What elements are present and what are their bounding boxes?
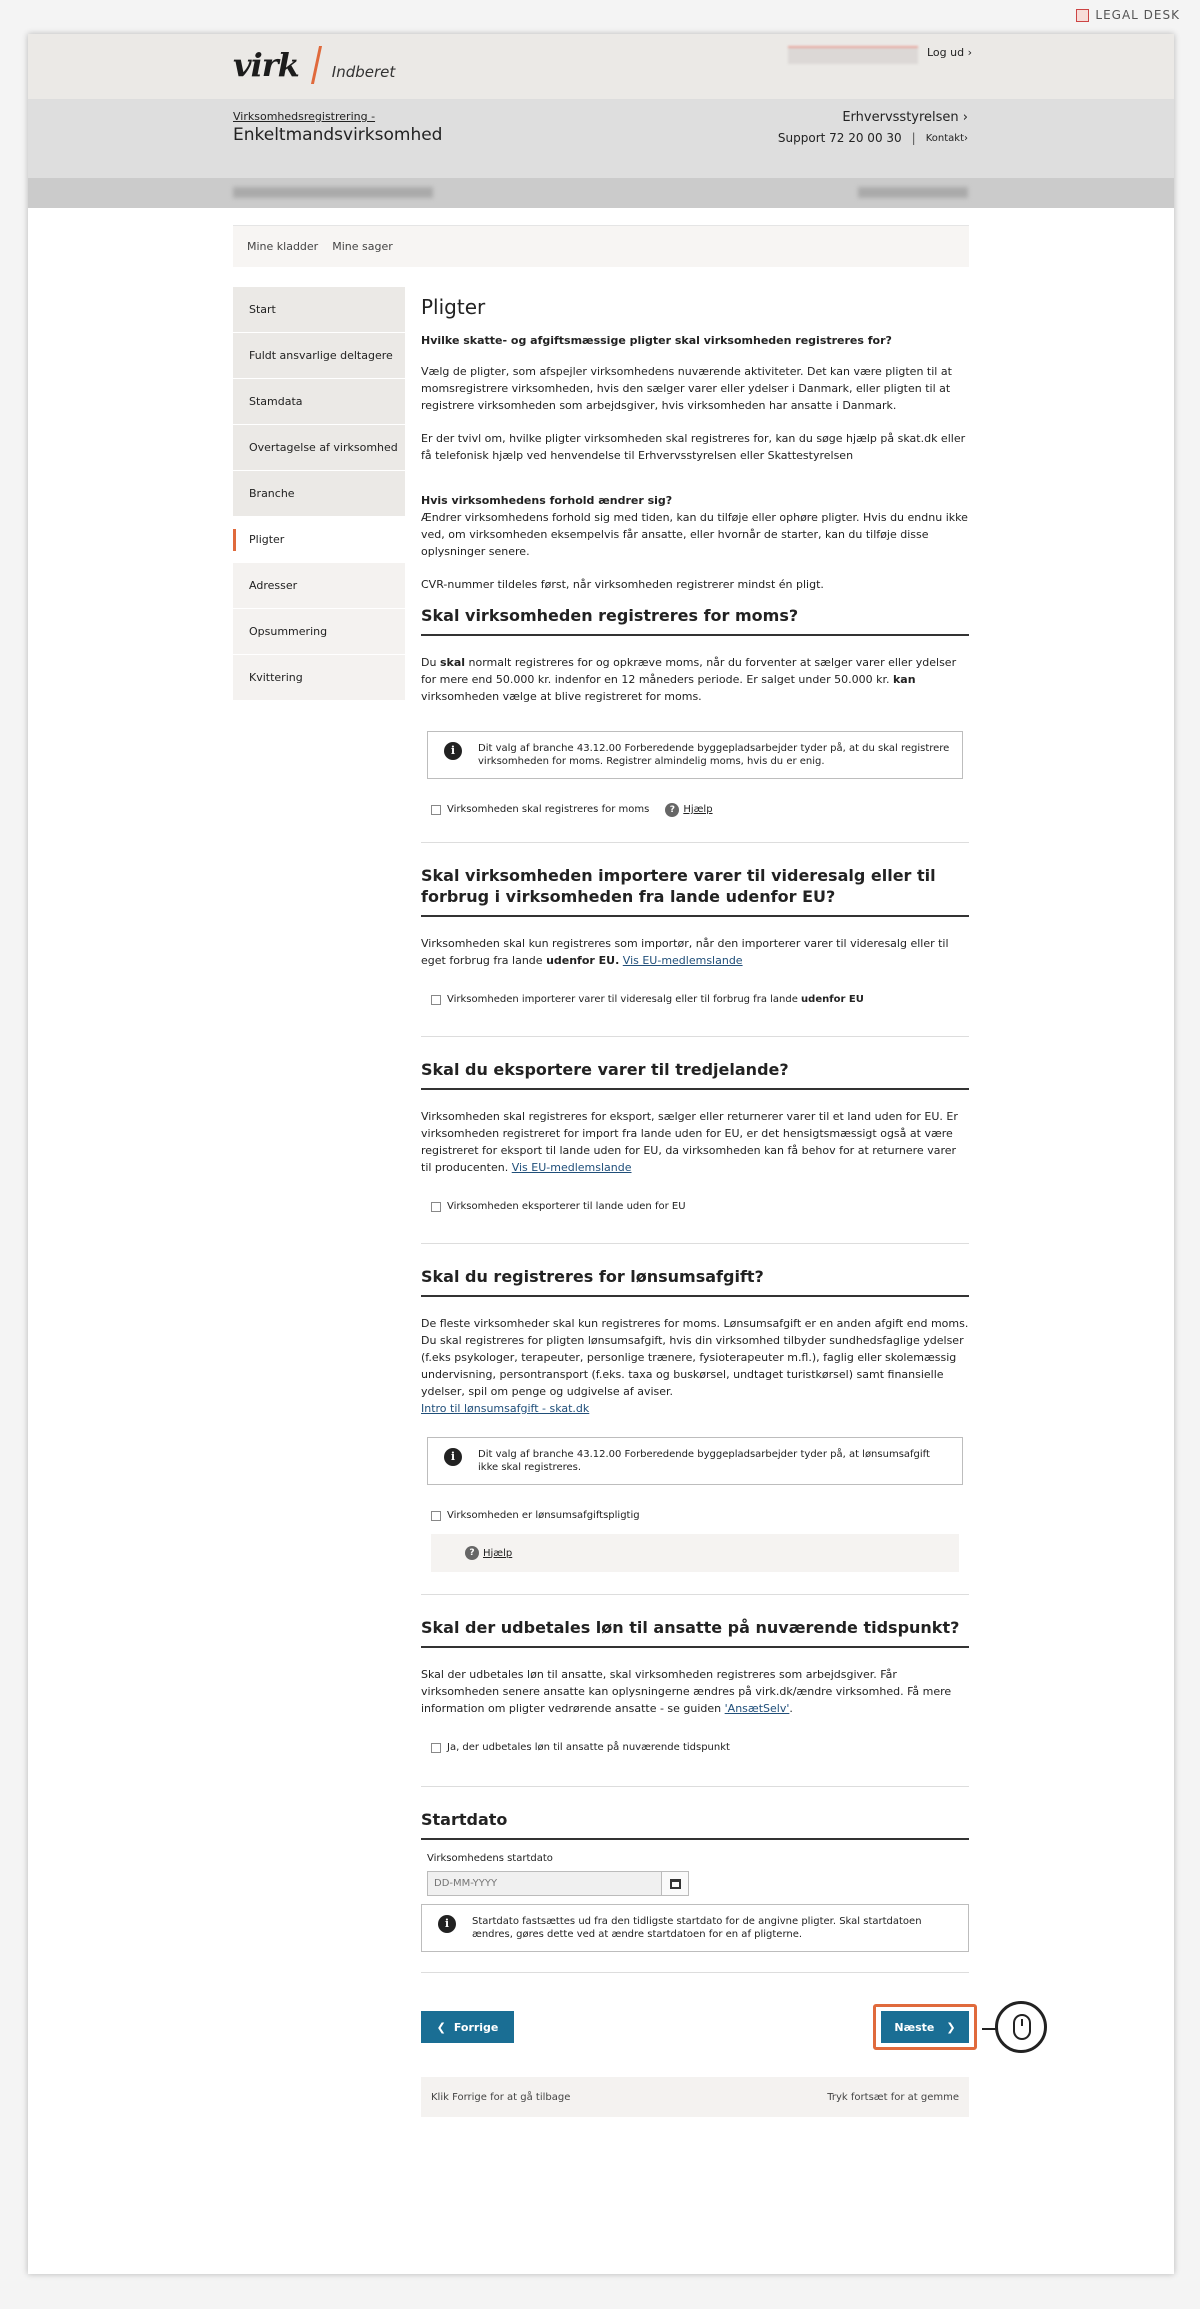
sidebar-item-label: Kvittering: [249, 671, 303, 684]
vat-checkbox-row: [431, 801, 959, 818]
breadcrumb-link[interactable]: Virksomhedsregistrering -: [233, 110, 376, 123]
sidebar-item-takeover[interactable]: [233, 425, 405, 471]
payroll-link-row: [421, 1400, 969, 1417]
prev-hint: Klik Forrige for at gå tilbage: [431, 2091, 571, 2103]
legal-desk-logo-icon: [1076, 9, 1089, 22]
logo-subtitle: Indberet: [331, 63, 396, 81]
export-checkbox[interactable]: [431, 1202, 441, 1212]
previous-button[interactable]: [421, 2011, 514, 2043]
logo-divider: [311, 46, 322, 84]
startdate-input[interactable]: [427, 1871, 662, 1896]
sidebar-item-label: Start: [249, 303, 276, 316]
import-checkbox-bold: udenfor EU: [801, 994, 864, 1005]
vat-text-2: normalt registreres for og opkræve moms, når du forventer at sælger varer eller ydelser for mere end 50.000 kr. indenfor en 12 måneders periode. Er salget under 50.000 kr.: [421, 656, 957, 686]
section-divider: [421, 1243, 969, 1244]
company-name-blurred: [233, 187, 433, 198]
vat-checkbox-label[interactable]: Virksomheden skal registreres for moms: [447, 804, 650, 815]
browser-frame: [28, 34, 1174, 2274]
main-content: [421, 287, 969, 2117]
section-divider: [421, 1594, 969, 1595]
eu-members-link[interactable]: Vis EU-medlemslande: [622, 954, 743, 967]
legal-desk-brand: [1076, 8, 1180, 22]
salary-paragraph: [421, 1666, 969, 1717]
support-phone: Support 72 20 00 30: [777, 131, 902, 145]
import-text: Virksomheden skal kun registreres som importør, når den importerer varer til videresalg eller til eget forbrug fra lande: [421, 937, 949, 967]
section-divider: [421, 1036, 969, 1037]
payroll-tax-heading: Skal du registreres for lønsumsafgift?: [421, 1266, 969, 1297]
export-paragraph: [421, 1108, 969, 1176]
previous-label: Forrige: [453, 2020, 499, 2034]
next-button[interactable]: [881, 2011, 969, 2043]
export-heading: Skal du eksportere varer til tredjelande?: [421, 1059, 969, 1090]
salary-heading: Skal der udbetales løn til ansatte på nuværende tidspunkt?: [421, 1617, 969, 1648]
vat-paragraph: [421, 654, 969, 705]
user-menu: [233, 225, 969, 267]
sidebar-item-addresses[interactable]: [233, 563, 405, 609]
case-number-blurred: [858, 187, 968, 198]
import-checkbox-label[interactable]: [447, 991, 864, 1008]
startdate-info-box: [421, 1904, 969, 1952]
salary-text: Skal der udbetales løn til ansatte, skal virksomheden registreres som arbejdsgiver. Får virksomheden senere ansatte kan oplysningerne ændres på virk.dk/ændre virksomhed. Få mere information om pligter vedrørende ansatte - se guiden: [421, 1668, 952, 1715]
calendar-button[interactable]: [662, 1871, 689, 1896]
sub-header: [28, 100, 1174, 178]
sidebar-item-label: Fuldt ansvarlige deltagere: [249, 349, 393, 362]
contact-link[interactable]: Kontakt›: [925, 132, 968, 144]
chevron-left-icon: ❮: [436, 2020, 446, 2034]
my-cases-link[interactable]: Mine sager: [332, 240, 393, 253]
salary-checkbox-row: [431, 1739, 959, 1756]
salary-checkbox[interactable]: [431, 1743, 441, 1753]
logo-text: virk: [233, 46, 299, 84]
import-text-bold: udenfor EU.: [546, 954, 620, 967]
payroll-help-link[interactable]: Hjælp: [483, 1547, 513, 1559]
navigation-area: [421, 1973, 969, 2093]
chevron-right-icon: ❯: [946, 2020, 956, 2034]
agency-link[interactable]: Erhvervsstyrelsen ›: [842, 110, 968, 125]
info-icon: i: [444, 1448, 462, 1466]
my-drafts-link[interactable]: Mine kladder: [247, 240, 319, 253]
export-checkbox-label[interactable]: Virksomheden eksporterer til lande uden for EU: [447, 1201, 686, 1212]
vat-help[interactable]: [665, 801, 712, 818]
sidebar-item-summary[interactable]: [233, 609, 405, 655]
sidebar-item-start[interactable]: [233, 287, 405, 333]
payroll-help-panel: [431, 1534, 959, 1572]
intro-paragraph-2: Er der tvivl om, hvilke pligter virksomheden skal registreres for, kan du søge hjælp på skat.dk eller få telefonisk hjælp ved henvendelse til Erhvervsstyrelsen eller Skattestyrelsen: [421, 432, 966, 462]
sidebar-item-label: Stamdata: [249, 395, 303, 408]
payroll-tax-intro-link[interactable]: Intro til lønsumsafgift - skat.dk: [421, 1402, 590, 1415]
import-checkbox-row: [431, 991, 959, 1008]
startdate-label: Virksomhedens startdato: [427, 1853, 553, 1864]
export-text: Virksomheden skal registreres for eksport, sælger eller returnerer varer til et land uden for EU. Er virksomheden registreret for import fra lande uden for EU, er det hensigtsmæssigt også at være registreret for eksport til lande uden for EU, da virksomheden kan få behov for at returnere varer til producenten.: [421, 1110, 958, 1174]
info-icon: i: [438, 1915, 456, 1933]
virk-logo[interactable]: [233, 46, 395, 84]
vat-text-1: Du: [421, 656, 440, 669]
top-header: [28, 34, 1174, 100]
sidebar-item-label: Pligter: [249, 533, 285, 546]
sidebar-item-label: Branche: [249, 487, 295, 500]
page-heading: Enkeltmandsvirksomhed: [233, 125, 443, 145]
sidebar-item-label: Overtagelse af virksomhed: [249, 441, 398, 454]
vat-info-box: [427, 731, 963, 779]
mouse-click-icon: [995, 2001, 1047, 2053]
vat-help-link[interactable]: Hjælp: [683, 804, 713, 815]
step-sidebar: [233, 287, 405, 701]
eu-members-link-2[interactable]: Vis EU-medlemslande: [511, 1161, 632, 1174]
sidebar-item-master-data[interactable]: [233, 379, 405, 425]
startdate-field: [427, 1871, 969, 1896]
help-icon: ?: [665, 803, 679, 817]
import-heading: [421, 865, 969, 917]
next-label: Næste: [894, 2020, 935, 2034]
section-divider: [421, 1786, 969, 1787]
company-info-bar: [28, 178, 1174, 208]
cvr-paragraph: CVR-nummer tildeles først, når virksomheden registrerer mindst én pligt.: [421, 578, 824, 591]
section-divider: [421, 842, 969, 843]
sidebar-item-obligations[interactable]: [233, 517, 405, 563]
help-icon: ?: [465, 1546, 479, 1560]
import-checkbox[interactable]: [431, 995, 441, 1005]
logout-link[interactable]: Log ud ›: [927, 46, 972, 59]
vat-text-bold-2: kan: [892, 673, 916, 686]
payroll-checkbox-row: [431, 1507, 959, 1524]
salary-text-end: .: [789, 1702, 793, 1715]
import-heading-bold: udenfor: [725, 887, 797, 906]
vat-heading: Skal virksomheden registreres for moms?: [421, 605, 969, 636]
sidebar-item-industry[interactable]: [233, 471, 405, 517]
import-paragraph: [421, 935, 969, 969]
vat-text-3: virksomheden vælge at blive registreret for moms.: [421, 690, 702, 703]
change-paragraph: Ændrer virksomhedens forhold sig med tiden, kan du tilføje eller ophøre pligter. Hvis du endnu ikke ved, om virksomheden eksempelvis får ansatte, eller hvornår de starter, kan du tilføje disse oplysninger senere.: [421, 511, 968, 558]
export-checkbox-row: [431, 1198, 959, 1215]
payroll-tax-paragraph: De fleste virksomheder skal kun registreres for moms. Lønsumsafgift er en anden afgift end moms. Du skal registreres for pligten lønsumsafgift, hvis din virksomhed tilbyder sundhedsfaglige ydelser (f.eks psykologer, terapeuter, personlige trænere, fysioterapeuter m.fl.), faglig eller skolemæssig undervisning, persontransport (f.eks. taxa og buskørsel, undtaget turistkørsel) samt finansielle ydelser, spil om penge og udgivelse af aviser.: [421, 1317, 969, 1398]
payroll-checkbox[interactable]: [431, 1511, 441, 1521]
support-info: [778, 131, 968, 145]
sidebar-item-receipt[interactable]: [233, 655, 405, 701]
sidebar-item-label: Adresser: [249, 579, 298, 592]
startdate-heading: Startdato: [421, 1809, 969, 1840]
support-separator: |: [911, 131, 916, 145]
mouse-icon: [1013, 2014, 1031, 2040]
startdate-info-text: Startdato fastsættes ud fra den tidligste startdato for de angivne pligter. Skal startdatoen ændres, gøres dette ved at ændre startdatoen for en af pligterne.: [472, 1916, 922, 1940]
page-title: Pligter: [421, 295, 486, 319]
change-title: Hvis virksomhedens forhold ændrer sig?: [421, 494, 673, 507]
vat-text-bold-1: skal: [439, 656, 466, 669]
calendar-icon: [670, 1879, 681, 1889]
payroll-checkbox-label[interactable]: Virksomheden er lønsumsafgiftspligtig: [447, 1510, 640, 1521]
ansaetselv-link[interactable]: 'AnsætSelv': [724, 1702, 790, 1715]
lead-question: Hvilke skatte- og afgiftsmæssige pligter skal virksomheden registreres for?: [421, 334, 892, 347]
payroll-info-box: [427, 1437, 963, 1485]
intro-paragraph-1: Vælg de pligter, som afspejler virksomhedens nuværende aktiviteter. Det kan være pligten til at momsregistrere virksomheden, hvis den sælger varer eller ydelser i Danmark, eller pligten til at registrere virksomheden som arbejdsgiver, hvis virksomheden har ansatte i Danmark.: [421, 365, 952, 412]
import-heading-text: Skal virksomheden importere varer til videresalg eller til forbrug i virksomheden fra lande: [421, 866, 936, 906]
info-icon: i: [444, 742, 462, 760]
vat-info-text: Dit valg af branche 43.12.00 Forberedende byggepladsarbejder tyder på, at du skal registrere virksomheden for moms. Registrer almindelig moms, hvis du er enig.: [478, 743, 950, 767]
vat-checkbox[interactable]: [431, 805, 441, 815]
user-name: [788, 46, 918, 64]
import-heading-end: EU?: [796, 887, 836, 906]
salary-checkbox-label[interactable]: Ja, der udbetales løn til ansatte på nuværende tidspunkt: [447, 1742, 730, 1753]
import-checkbox-text: Virksomheden importerer varer til videresalg eller til forbrug fra lande: [447, 994, 802, 1005]
sidebar-item-label: Opsummering: [249, 625, 328, 638]
sidebar-item-participants[interactable]: [233, 333, 405, 379]
payroll-info-text: Dit valg af branche 43.12.00 Forberedende byggepladsarbejder tyder på, at lønsumsafgift ikke skal registreres.: [478, 1449, 930, 1473]
next-hint: Tryk fortsæt for at gemme: [827, 2091, 959, 2103]
legal-desk-label: LEGAL DESK: [1095, 8, 1180, 22]
